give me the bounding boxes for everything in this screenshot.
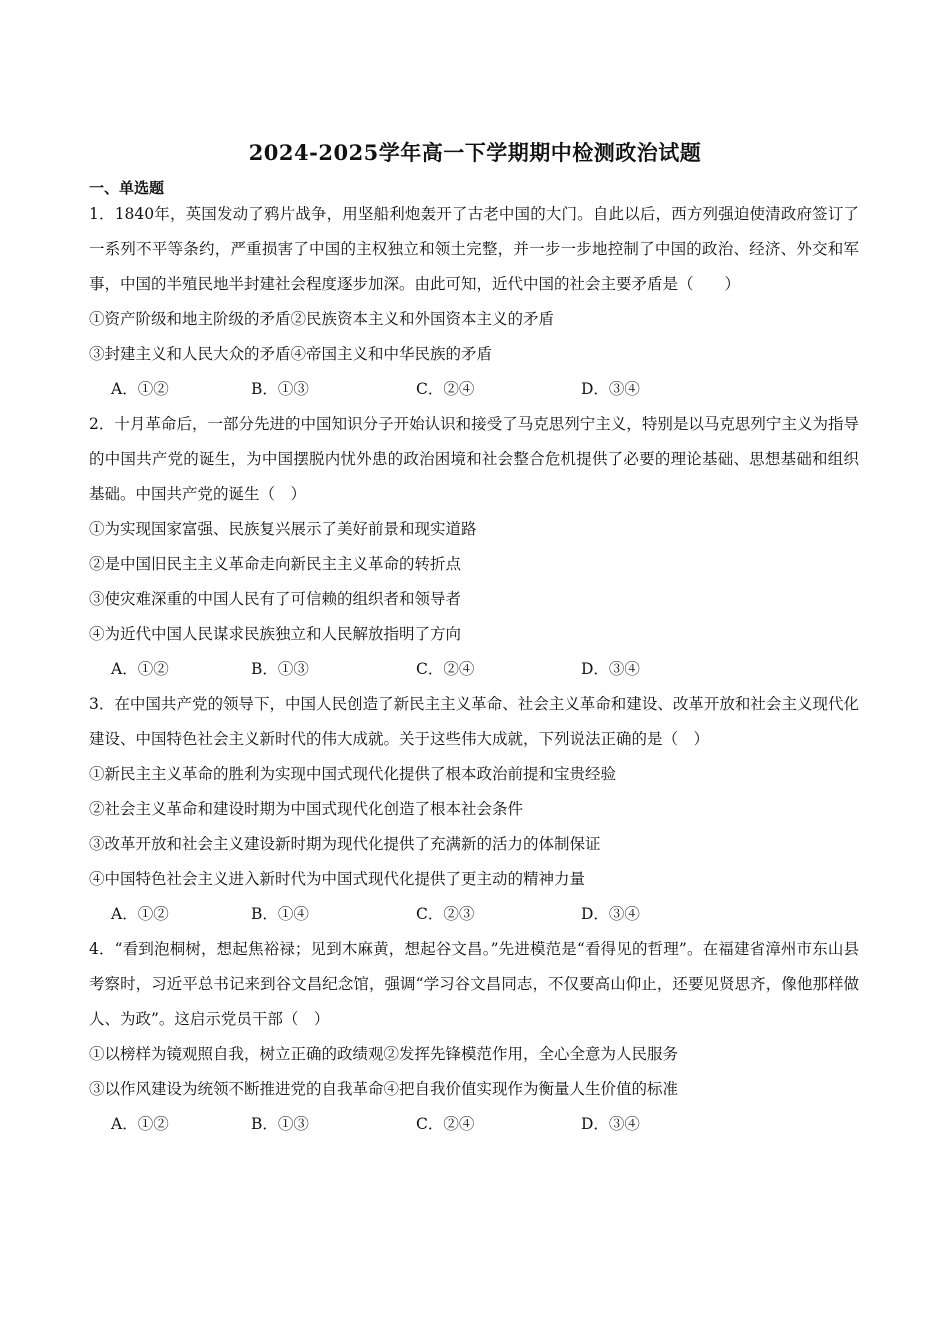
section-heading: 一、单选题 <box>89 179 165 197</box>
question-stem: 3．在中国共产党的领导下，中国人民创造了新民主主义革命、社会主义革命和建设、改革开放和社会主义现代化建设、中国特色社会主义新时代的伟大成就。关于这些伟大成就，下列说法正确的是（ ） <box>89 695 859 748</box>
option-a[interactable]: A．①② <box>111 380 169 398</box>
page-title: 2024-2025学年高一下学期期中检测政治试题 <box>248 140 702 165</box>
option-a[interactable]: A．①② <box>111 905 169 923</box>
question-stem: 2．十月革命后，一部分先进的中国知识分子开始认识和接受了马克思列宁主义，特别是以马克思列宁主义为指导的中国共产党的诞生，为中国摆脱内忧外患的政治困境和社会整合危机提供了必要的理论基础、思想基础和组织基础。中国共产党的诞生（ ） <box>89 415 859 503</box>
option-c[interactable]: C．②④ <box>416 1115 475 1133</box>
question-list <box>89 197 859 1142</box>
question-statement: ③封建主义和人民大众的矛盾④帝国主义和中华民族的矛盾 <box>89 345 493 363</box>
option-d[interactable]: D．③④ <box>581 660 640 678</box>
option-c[interactable]: C．②④ <box>416 380 475 398</box>
option-b[interactable]: B．①③ <box>251 1115 309 1133</box>
question-1 <box>89 197 859 407</box>
question-stem: 4．“看到泡桐树，想起焦裕禄；见到木麻黄，想起谷文昌。”先进模范是“看得见的哲理”。在福建省漳州市东山县考察时，习近平总书记来到谷文昌纪念馆，强调“学习谷文昌同志，不仅要高山仰止，还要见贤思齐，像他那样做人、为政”。这启示党员干部（ ） <box>89 940 859 1028</box>
question-statement: ②是中国旧民主主义革命走向新民主主义革命的转折点 <box>89 555 462 573</box>
question-statement: ③以作风建设为统领不断推进党的自我革命④把自我价值实现作为衡量人生价值的标准 <box>89 1080 679 1098</box>
option-a[interactable]: A．①② <box>111 660 169 678</box>
question-statement: ③改革开放和社会主义建设新时期为现代化提供了充满新的活力的体制保证 <box>89 835 601 853</box>
answer-options <box>89 1107 859 1142</box>
question-statement: ④中国特色社会主义进入新时代为中国式现代化提供了更主动的精神力量 <box>89 870 586 888</box>
question-statement: ②社会主义革命和建设时期为中国式现代化创造了根本社会条件 <box>89 800 524 818</box>
option-b[interactable]: B．①④ <box>251 905 309 923</box>
answer-options <box>89 372 859 407</box>
option-d[interactable]: D．③④ <box>581 1115 640 1133</box>
question-3 <box>89 687 859 932</box>
option-d[interactable]: D．③④ <box>581 380 640 398</box>
option-a[interactable]: A．①② <box>111 1115 169 1133</box>
option-b[interactable]: B．①③ <box>251 660 309 678</box>
option-c[interactable]: C．②③ <box>416 905 475 923</box>
question-4 <box>89 932 859 1142</box>
question-2 <box>89 407 859 687</box>
question-stem: 1．1840年，英国发动了鸦片战争，用坚船利炮轰开了古老中国的大门。自此以后，西方列强迫使清政府签订了一系列不平等条约，严重损害了中国的主权独立和领土完整，并一步一步地控制了中国的政治、经济、外交和军事，中国的半殖民地半封建社会程度逐步加深。由此可知，近代中国的社会主要矛盾是（ ） <box>89 205 859 293</box>
question-statement: ④为近代中国人民谋求民族独立和人民解放指明了方向 <box>89 625 462 643</box>
question-statement: ①为实现国家富强、民族复兴展示了美好前景和现实道路 <box>89 520 477 538</box>
question-statement: ①以榜样为镜观照自我，树立正确的政绩观②发挥先锋模范作用，全心全意为人民服务 <box>89 1045 679 1063</box>
option-b[interactable]: B．①③ <box>251 380 309 398</box>
option-c[interactable]: C．②④ <box>416 660 475 678</box>
answer-options <box>89 652 859 687</box>
question-statement: ①新民主主义革命的胜利为实现中国式现代化提供了根本政治前提和宝贵经验 <box>89 765 617 783</box>
question-statement: ③使灾难深重的中国人民有了可信赖的组织者和领导者 <box>89 590 462 608</box>
option-d[interactable]: D．③④ <box>581 905 640 923</box>
question-statement: ①资产阶级和地主阶级的矛盾②民族资本主义和外国资本主义的矛盾 <box>89 310 555 328</box>
answer-options <box>89 897 859 932</box>
